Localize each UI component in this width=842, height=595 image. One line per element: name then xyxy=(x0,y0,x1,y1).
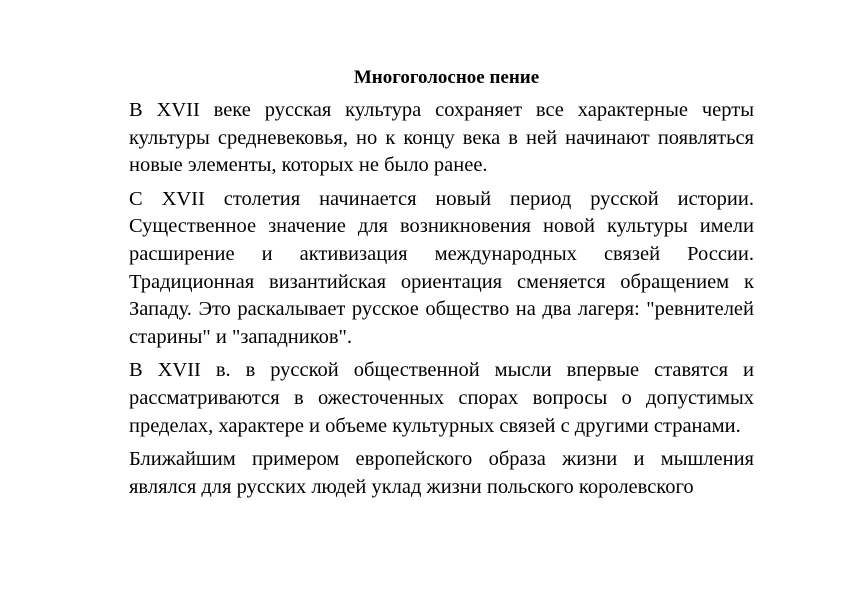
document-title: Многоголосное пение xyxy=(353,67,540,88)
document-body xyxy=(129,64,754,507)
paragraph-3: В XVII в. в русской общественной мысли впервые ставятся и рассматриваются в ожесточенных спорах вопросы о допустимых пределах, характере и объеме культурных связей с другими странами. xyxy=(129,359,754,437)
paragraph-1: В XVII веке русская культура сохраняет все характерные черты культуры средневековья, но к концу века в ней начинают появляться новые элементы, которых не было ранее. xyxy=(129,99,754,177)
paragraph-2: С XVII столетия начинается новый период русской истории. Существенное значение для возникновения новой культуры имели расширение и активизация международных связей России. Традиционная византийская ориентация сменяется обращением к Западу. Это раскалывает русское общество на два лагеря: "ревнителей старины" и "западников". xyxy=(129,187,754,348)
paragraph-4: Ближайшим примером европейского образа жизни и мышления являлся для русских людей уклад жизни польского королевского xyxy=(129,448,754,498)
